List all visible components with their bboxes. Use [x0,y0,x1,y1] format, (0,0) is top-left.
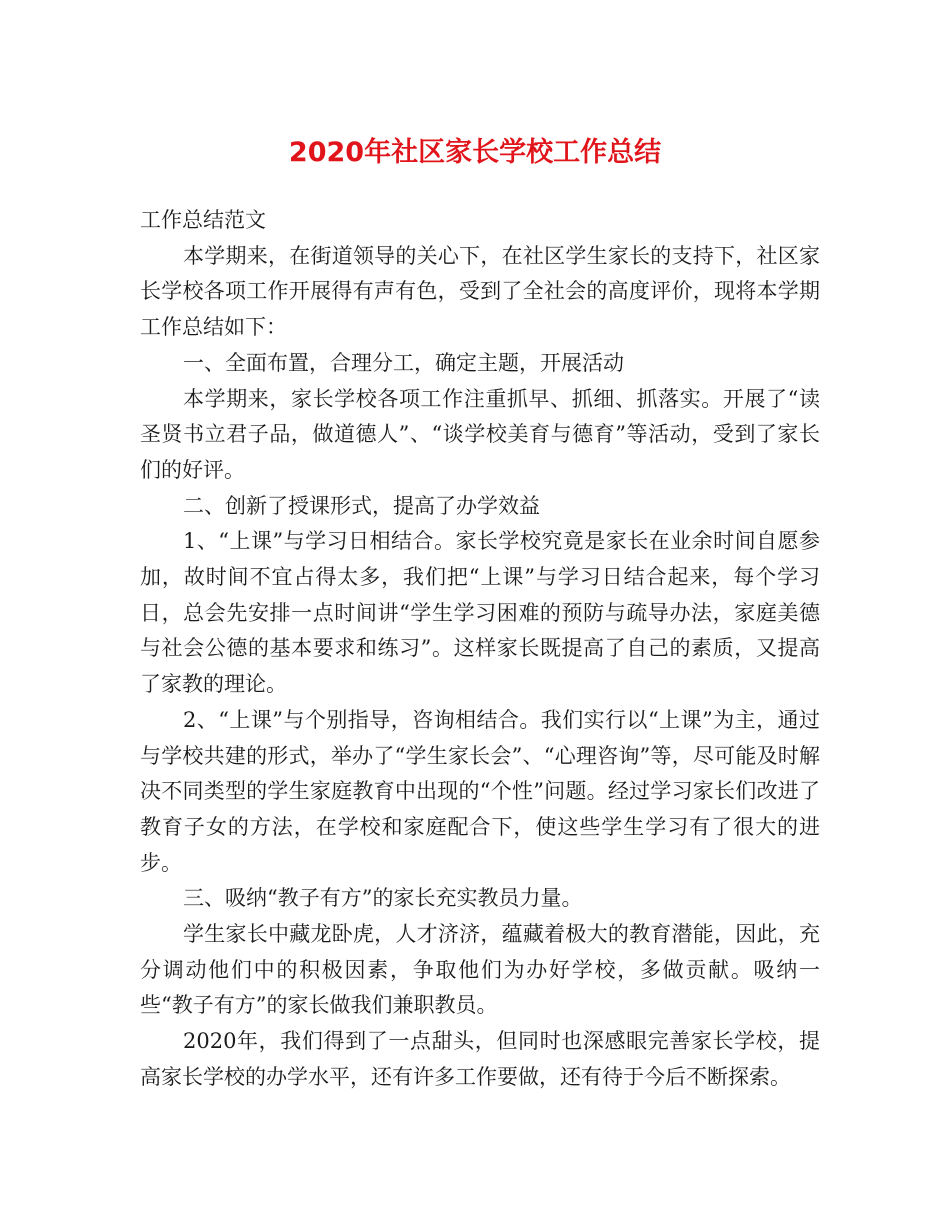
paragraph-section-3: 学生家长中藏龙卧虎，人才济济，蕴藏着极大的教育潜能，因此，充分调动他们中的积极因素，争取他们为办好学校，多做贡献。吸纳一些“教子有方”的家长做我们兼职教员。 [140,922,820,1018]
document-body [140,203,820,1096]
paragraph-item-1: 1、“上课”与学习日相结合。家长学校究竟是家长在业余时间自愿参加，故时间不宜占得太多，我们把“上课”与学习日结合起来，每个学习日，总会先安排一点时间讲“学生学习困难的预防与疏导办法，家庭美德与社会公德的基本要求和练习”。这样家长既提高了自己的素质，又提高了家教的理论。 [140,529,820,697]
section-heading-2: 二、创新了授课形式，提高了办学效益 [183,493,540,518]
paragraph-intro: 本学期来，在街道领导的关心下，在社区学生家长的支持下，社区家长学校各项工作开展得有声有色，受到了全社会的高度评价，现将本学期工作总结如下： [140,243,820,340]
paragraph-section-1: 本学期来，家长学校各项工作注重抓早、抓细、抓落实。开展了“读圣贤书立君子品，做道德人”、“谈学校美育与德育”等活动，受到了家长们的好评。 [140,386,820,482]
section-heading-1: 一、全面布置，合理分工，确定主题，开展活动 [183,350,624,375]
section-heading-3: 三、吸纳“教子有方”的家长充实教员力量。 [183,886,583,911]
paragraph-item-2: 2、“上课”与个别指导，咨询相结合。我们实行以“上课”为主，通过与学校共建的形式，举办了“学生家长会”、“心理咨询”等，尽可能及时解决不同类型的学生家庭教育中出现的“个性”问题。经过学习家长们改进了教育子女的方法，在学校和家庭配合下，使这些学生学习有了很大的进步。 [140,707,820,875]
paragraph-conclusion: 2020年，我们得到了一点甜头，但同时也深感眼完善家长学校，提高家长学校的办学水平，还有许多工作要做，还有待于今后不断探索。 [140,1029,820,1089]
document-subtitle: 工作总结范文 [140,208,266,232]
document-title: 2020年社区家长学校工作总结 [288,137,662,168]
